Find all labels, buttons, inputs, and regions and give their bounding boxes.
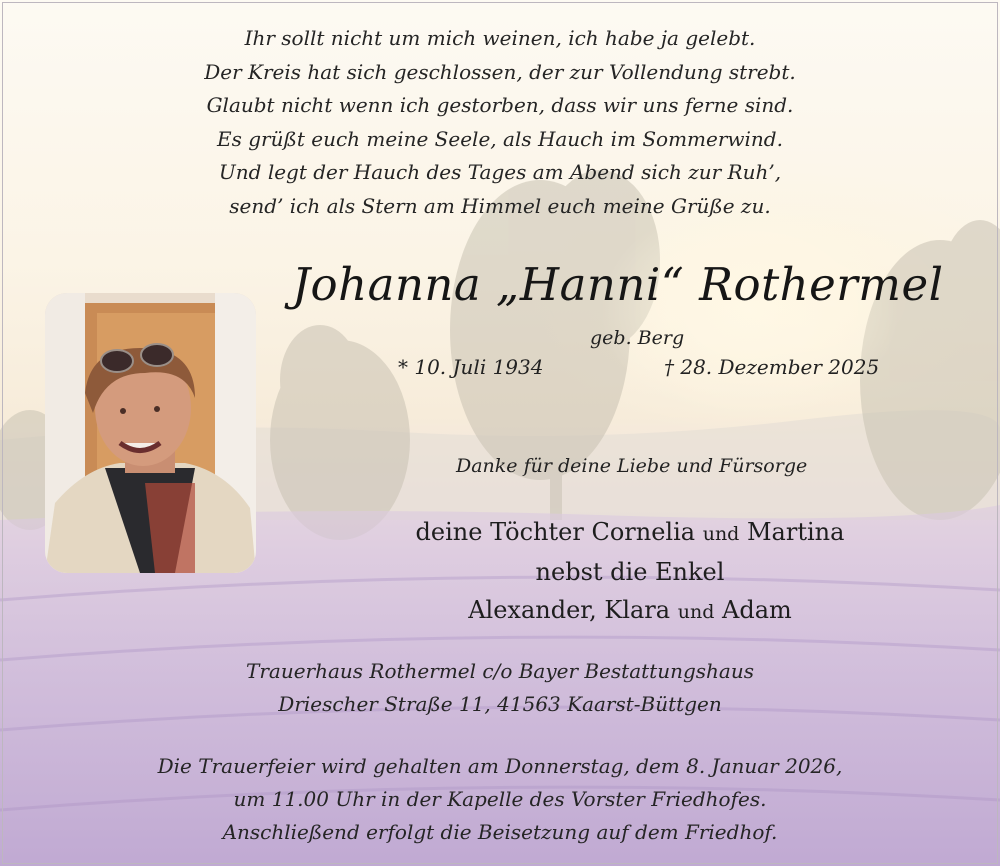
death-date: † 28. Dezember 2025 <box>664 355 880 379</box>
mourning-address <box>0 655 1000 721</box>
grandchild-name: Adam <box>722 596 792 624</box>
service-line: Anschließend erfolgt die Beisetzung auf dem Friedhof. <box>222 820 778 844</box>
poem-line: Und legt der Hauch des Tages am Abend sich zur Ruh’, <box>218 160 782 185</box>
thanks-line: Danke für deine Liebe und Fürsorge <box>456 455 808 477</box>
poem <box>0 22 1000 224</box>
poem-line: send’ ich als Stern am Himmel euch meine Grüße zu. <box>229 193 771 218</box>
service-line: Die Trauerfeier wird gehalten am Donnerstag, dem 8. Januar 2026, <box>157 754 843 778</box>
poem-line: Der Kreis hat sich geschlossen, der zur Vollendung strebt. <box>204 59 796 84</box>
birth-date: * 10. Juli 1934 <box>398 355 544 379</box>
address-line: Driescher Straße 11, 41563 Kaarst-Büttgen <box>278 692 722 716</box>
portrait-photo <box>45 293 256 573</box>
funeral-service-info <box>0 750 1000 849</box>
family-line-daughters <box>300 513 960 553</box>
service-line: um 11.00 Uhr in der Kapelle des Vorster Friedhofes. <box>233 787 767 811</box>
family-line-grandchildren-intro: nebst die Enkel <box>535 558 725 586</box>
daughter-name: Martina <box>746 518 845 546</box>
family-line-grandchildren <box>300 591 960 631</box>
address-line: Trauerhaus Rothermel c/o Bayer Bestattungshaus <box>246 659 754 683</box>
and-word: und <box>702 523 740 545</box>
grandchildren-names: Alexander, Klara <box>468 596 671 624</box>
and-word: und <box>677 601 715 623</box>
family-signatures <box>300 513 960 631</box>
poem-line: Ihr sollt nicht um mich weinen, ich habe ja gelebt. <box>244 26 756 50</box>
poem-line: Glaubt nicht wenn ich gestorben, dass wir uns ferne sind. <box>206 93 794 118</box>
maiden-name: geb. Berg <box>590 327 685 349</box>
daughters-text: deine Töchter Cornelia <box>415 518 696 546</box>
poem-line: Es grüßt euch meine Seele, als Hauch im Sommerwind. <box>217 126 783 151</box>
deceased-name: Johanna „Hanni“ Rothermel <box>292 258 944 311</box>
